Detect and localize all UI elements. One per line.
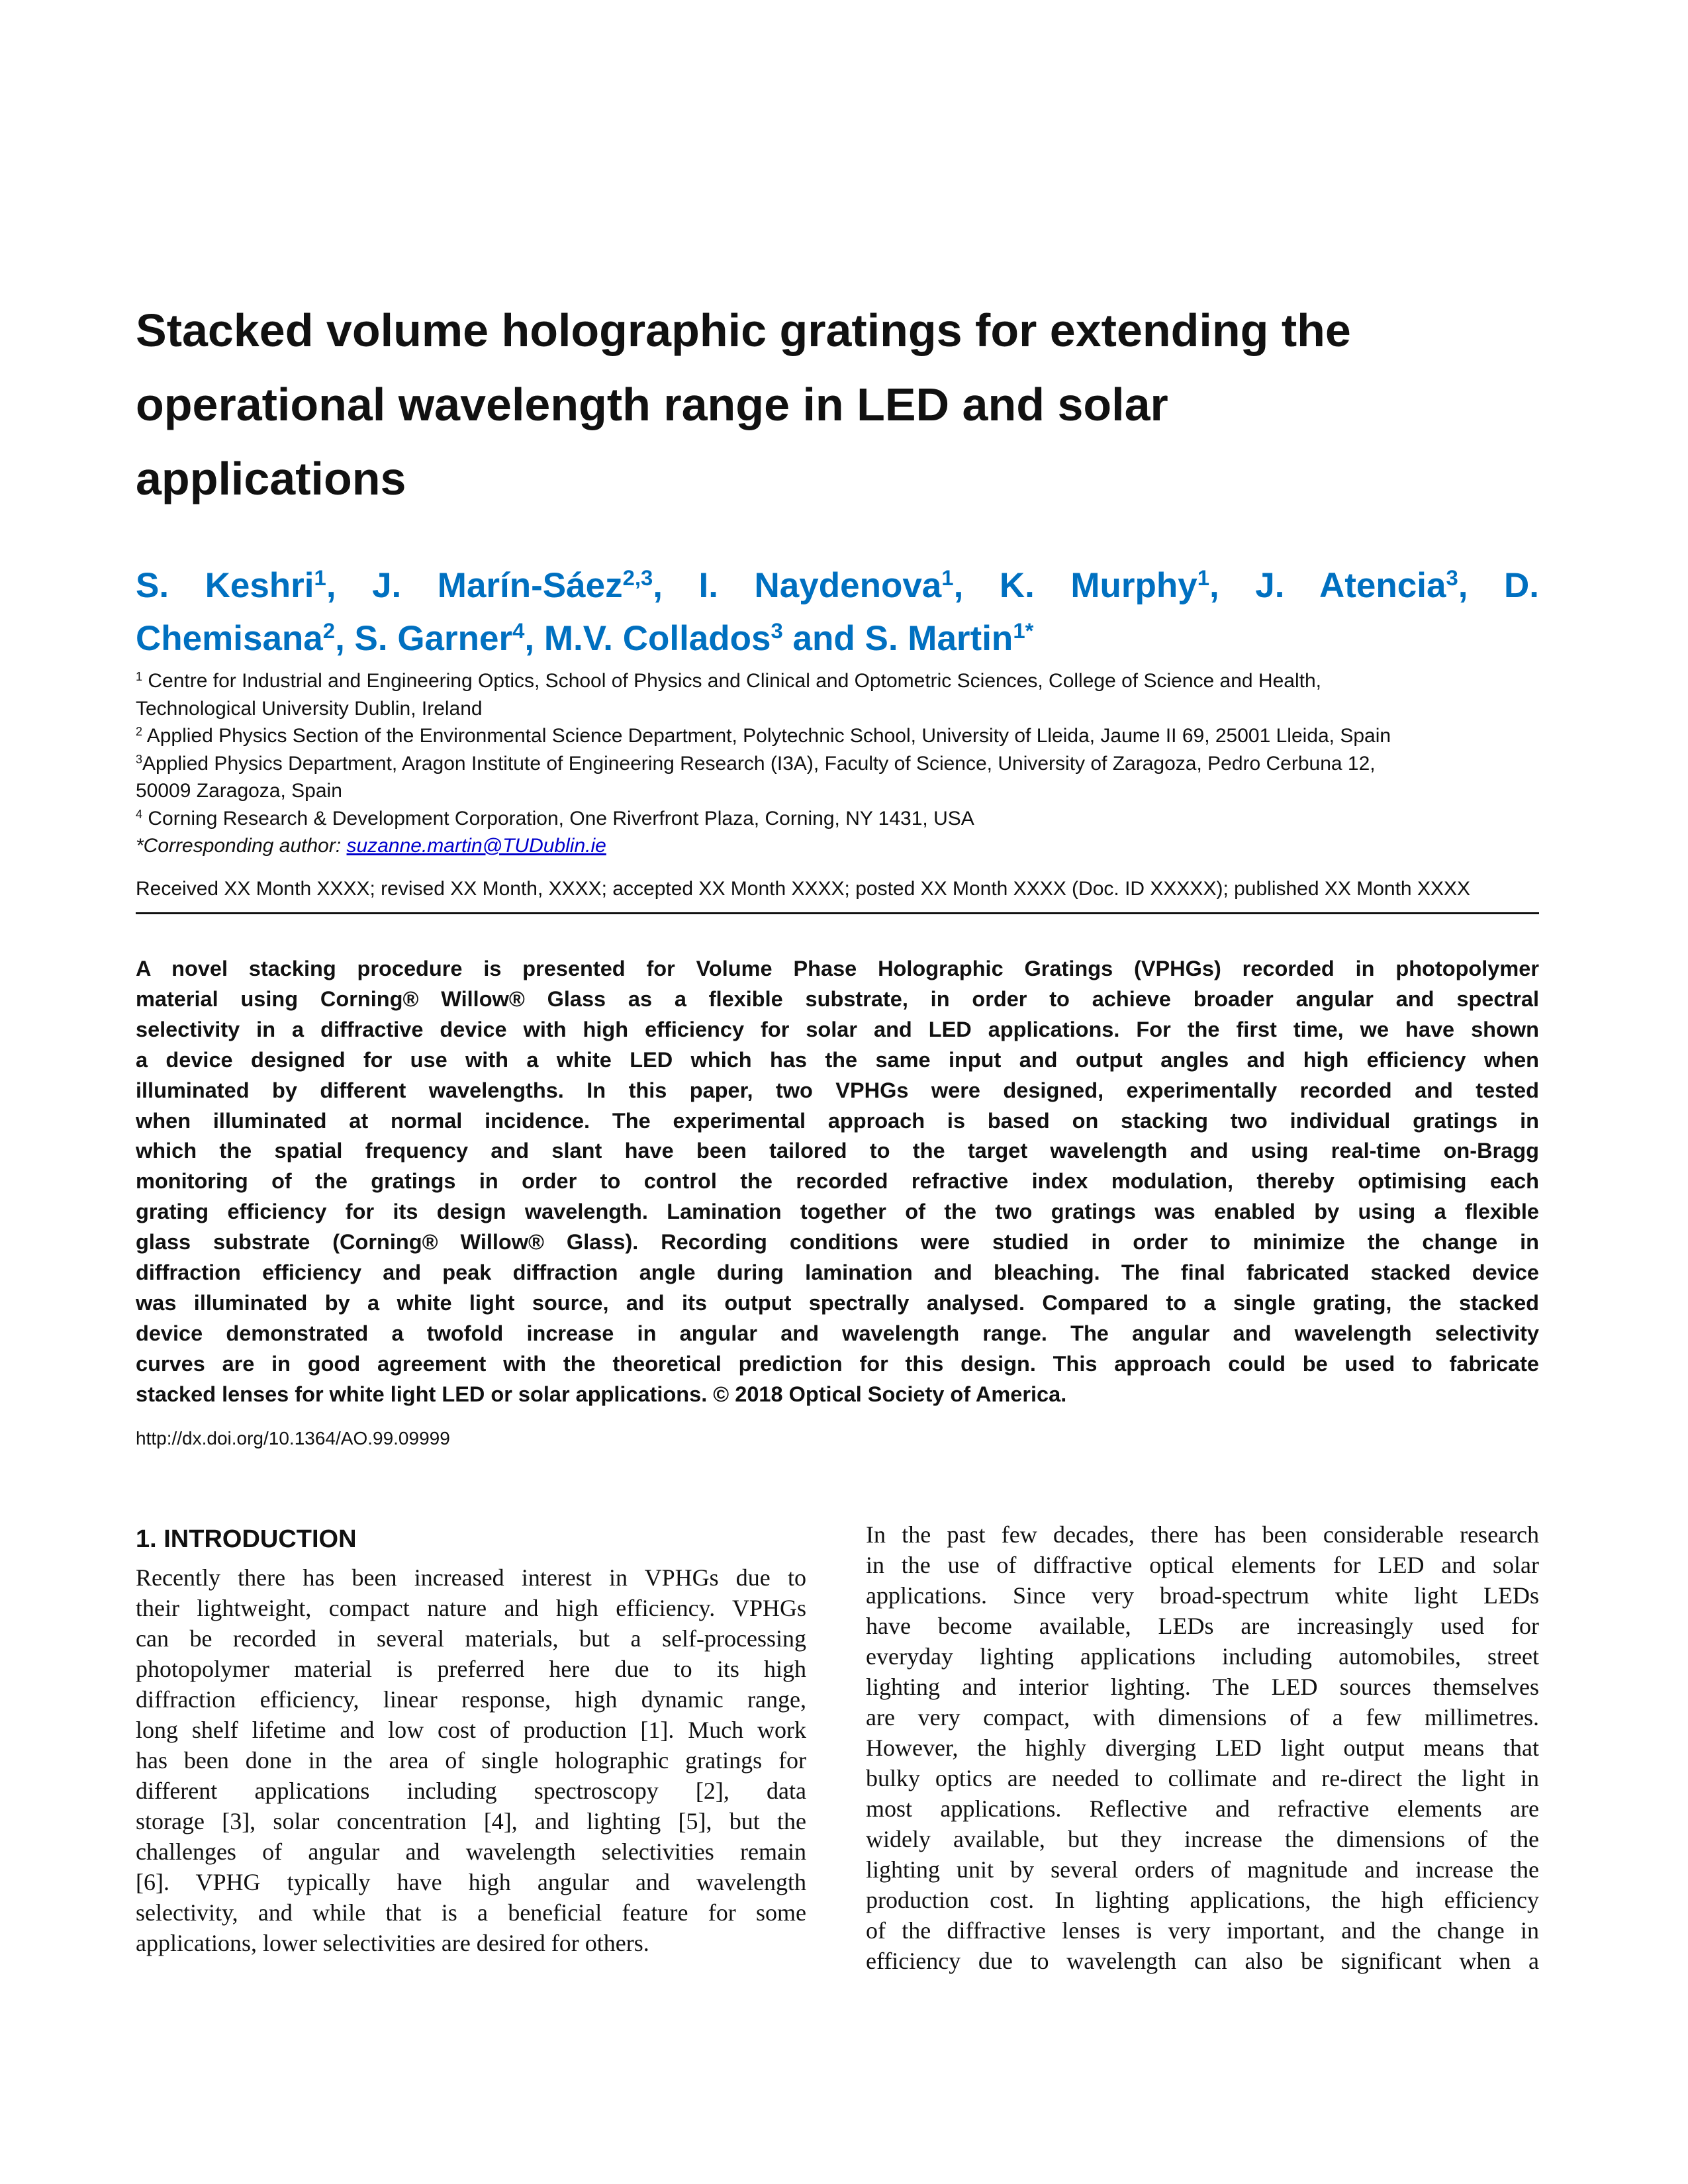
author-name: S. Keshri bbox=[136, 566, 314, 605]
body-text-line: diffraction efficiency, linear response, high dynamic range, bbox=[136, 1686, 806, 1713]
body-text-line: everyday lighting applications including automobiles, street bbox=[866, 1643, 1539, 1670]
author bbox=[136, 566, 326, 605]
body-text-line: selectivity, and while that is a beneficial feature for some bbox=[136, 1899, 806, 1926]
title-line: Stacked volume holographic gratings for extending the bbox=[136, 305, 1351, 356]
body-text-line: challenges of angular and wavelength selectivities remain bbox=[136, 1838, 806, 1865]
author-name: J. Atencia bbox=[1255, 566, 1446, 605]
body-text-line: widely available, but they increase the dimensions of the bbox=[866, 1826, 1539, 1852]
author bbox=[372, 566, 653, 605]
body-text-line: different applications including spectroscopy [2], data bbox=[136, 1778, 806, 1804]
abstract-line: grating efficiency for its design wavelength. Lamination together of the two gratings was enabled by using a flexible bbox=[136, 1200, 1539, 1224]
author-affiliation-mark: 1 bbox=[941, 565, 954, 590]
separator: , bbox=[953, 566, 964, 605]
affiliation-text: Applied Physics Section of the Environmental Science Department, Polytechnic School, University of Lleida, Jaume II 69, 25001 Lleida, Spain bbox=[146, 725, 1391, 747]
body-text-line: Recently there has been increased interest in VPHGs due to bbox=[136, 1564, 806, 1591]
body-text-line: long shelf lifetime and low cost of production [1]. Much work bbox=[136, 1717, 806, 1743]
abstract-line: curves are in good agreement with the theoretical prediction for this design. This approach could be used to fabricate bbox=[136, 1351, 1539, 1376]
corresponding-author bbox=[136, 832, 1552, 860]
author-affiliation-mark: 4 bbox=[512, 618, 525, 643]
author-line-2 bbox=[136, 612, 1539, 665]
author-name-part: Chemisana bbox=[136, 619, 323, 658]
abstract-line: illuminated by different wavelengths. In this paper, two VPHGs were designed, experimentally recorded and tested bbox=[136, 1078, 1539, 1102]
author-affiliation-mark: 1* bbox=[1013, 618, 1034, 643]
separator: , bbox=[326, 566, 336, 605]
body-text-line: efficiency due to wavelength can also be significant when a bbox=[866, 1948, 1539, 1974]
affiliation-line bbox=[136, 750, 1552, 778]
author-name: J. Marín-Sáez bbox=[372, 566, 623, 605]
affiliation-number: 2 bbox=[136, 725, 143, 739]
body-text-line: their lightweight, compact nature and high efficiency. VPHGs bbox=[136, 1595, 806, 1621]
author-affiliation-mark: 2,3 bbox=[622, 565, 653, 590]
body-text-line: photopolymer material is preferred here due to its high bbox=[136, 1656, 806, 1682]
body-text-line: applications. Since very broad-spectrum white light LEDs bbox=[866, 1582, 1539, 1609]
body-text-line: have become available, LEDs are increasingly used for bbox=[866, 1613, 1539, 1639]
intro-right-column bbox=[866, 1519, 1539, 1976]
abstract-line: selectivity in a diffractive device with high efficiency for solar and LED applications. For the first time, we have shown bbox=[136, 1017, 1539, 1041]
separator: , bbox=[1458, 566, 1468, 605]
author bbox=[1000, 566, 1209, 605]
header-divider bbox=[136, 912, 1539, 914]
received-dates: Received XX Month XXXX; revised XX Month, XXXX; accepted XX Month XXXX; posted XX Month XXXX (Doc. ID XXXXX); published XX Month XXXX bbox=[136, 878, 1470, 900]
author-list bbox=[136, 559, 1539, 665]
body-text-line: production cost. In lighting applications, the high efficiency bbox=[866, 1887, 1539, 1913]
affiliation-line bbox=[136, 777, 1552, 805]
author bbox=[136, 619, 335, 658]
separator: , bbox=[1209, 566, 1219, 605]
abstract-line: which the spatial frequency and slant have been tailored to the target wavelength and using real-time on-Bragg bbox=[136, 1139, 1539, 1163]
affiliation-text: Applied Physics Department, Aragon Institute of Engineering Research (I3A), Faculty of Science, University of Zaragoza, Pedro Cerbuna 12, bbox=[142, 752, 1376, 775]
author-affiliation-mark: 1 bbox=[314, 565, 326, 590]
affiliation-text: Technological University Dublin, Ireland bbox=[136, 697, 483, 720]
abstract bbox=[136, 954, 1539, 1410]
body-text-line: in the use of diffractive optical elements for LED and solar bbox=[866, 1552, 1539, 1578]
author bbox=[355, 619, 525, 658]
body-text-line: are very compact, with dimensions of a few millimetres. bbox=[866, 1704, 1539, 1731]
author-affiliation-mark: 3 bbox=[1446, 565, 1458, 590]
body-text-line: most applications. Reflective and refractive elements are bbox=[866, 1795, 1539, 1822]
abstract-line: when illuminated at normal incidence. The experimental approach is based on stacking two individual gratings in bbox=[136, 1108, 1539, 1133]
abstract-line: A novel stacking procedure is presented for Volume Phase Holographic Gratings (VPHGs) recorded in photopolymer bbox=[136, 957, 1539, 980]
affiliation-line bbox=[136, 667, 1552, 695]
affiliation-text: Corning Research & Development Corporation, One Riverfront Plaza, Corning, NY 1431, USA bbox=[148, 807, 974, 830]
author bbox=[1255, 566, 1458, 605]
affiliation-text: Centre for Industrial and Engineering Optics, School of Physics and Clinical and Optometric Sciences, College of Science and Health, bbox=[148, 670, 1321, 692]
affiliation-number: 4 bbox=[136, 807, 143, 821]
body-text-line: has been done in the area of single holographic gratings for bbox=[136, 1747, 806, 1774]
author bbox=[699, 566, 954, 605]
corresponding-label: *Corresponding author: bbox=[136, 835, 347, 857]
separator: , bbox=[653, 566, 663, 605]
affiliation-line bbox=[136, 695, 1552, 723]
body-text-line: can be recorded in several materials, but a self-processing bbox=[136, 1625, 806, 1652]
separator: , bbox=[524, 619, 535, 658]
body-text-line: [6]. VPHG typically have high angular and wavelength bbox=[136, 1869, 806, 1895]
body-text-line: of the diffractive lenses is very important, and the change in bbox=[866, 1917, 1539, 1944]
affiliation-line bbox=[136, 722, 1552, 750]
abstract-line: glass substrate (Corning® Willow® Glass). Recording conditions were studied in order to minimize the change in bbox=[136, 1230, 1539, 1255]
author-line-1 bbox=[136, 559, 1539, 612]
abstract-line: a device designed for use with a white LED which has the same input and output angles and high efficiency when bbox=[136, 1047, 1539, 1072]
author-affiliation-mark: 2 bbox=[322, 618, 336, 643]
author-name: K. Murphy bbox=[999, 566, 1197, 605]
body-text-line: applications, lower selectivities are desired for others. bbox=[136, 1930, 649, 1956]
doi-link[interactable]: http://dx.doi.org/10.1364/AO.99.09999 bbox=[136, 1428, 450, 1448]
affiliation-text: 50009 Zaragoza, Spain bbox=[136, 780, 342, 802]
paper-title bbox=[136, 293, 1546, 516]
affiliation-number: 1 bbox=[136, 670, 143, 684]
abstract-line: monitoring of the gratings in order to control the recorded refractive index modulation, thereby optimising each bbox=[136, 1169, 1539, 1194]
separator: , bbox=[335, 619, 345, 658]
section-heading-introduction: 1. INTRODUCTION bbox=[136, 1525, 357, 1553]
affiliation-line bbox=[136, 805, 1552, 833]
author bbox=[544, 619, 783, 658]
body-text-line: However, the highly diverging LED light output means that bbox=[866, 1734, 1539, 1761]
abstract-line: device demonstrated a twofold increase in angular and wavelength range. The angular and wavelength selectivity bbox=[136, 1321, 1539, 1345]
corresponding-email-link[interactable]: suzanne.martin@TUDublin.ie bbox=[346, 835, 606, 857]
body-text-line: bulky optics are needed to collimate and re-direct the light in bbox=[866, 1765, 1539, 1791]
title-line: operational wavelength range in LED and solar bbox=[136, 379, 1168, 430]
abstract-line: diffraction efficiency and peak diffraction angle during lamination and bleaching. The final fabricated stacked device bbox=[136, 1260, 1539, 1285]
affiliations bbox=[136, 667, 1552, 860]
author-name-part: D. bbox=[1503, 566, 1539, 605]
author bbox=[865, 619, 1034, 658]
body-text-line: lighting unit by several orders of magnitude and increase the bbox=[866, 1856, 1539, 1883]
author-name: S. Garner bbox=[354, 619, 513, 658]
separator: and bbox=[792, 619, 855, 658]
body-text-line: storage [3], solar concentration [4], and lighting [5], but the bbox=[136, 1808, 806, 1834]
title-line: applications bbox=[136, 453, 406, 504]
author-name: I. Naydenova bbox=[698, 566, 942, 605]
body-text-line: lighting and interior lighting. The LED sources themselves bbox=[866, 1674, 1539, 1700]
author-name: S. Martin bbox=[865, 619, 1013, 658]
intro-left-column bbox=[136, 1562, 806, 1958]
affiliation-number: 3 bbox=[136, 752, 143, 766]
abstract-line: material using Corning® Willow® Glass as a flexible substrate, in order to achieve broader angular and spectral bbox=[136, 986, 1539, 1011]
abstract-line: was illuminated by a white light source, and its output spectrally analysed. Compared to a single grating, the stacked bbox=[136, 1290, 1539, 1315]
abstract-line: stacked lenses for white light LED or solar applications. © 2018 Optical Society of America. bbox=[136, 1382, 1067, 1406]
author-name: M.V. Collados bbox=[543, 619, 771, 658]
author-affiliation-mark: 1 bbox=[1197, 565, 1209, 590]
author-affiliation-mark: 3 bbox=[771, 618, 783, 643]
body-text-line: In the past few decades, there has been considerable research bbox=[866, 1521, 1539, 1548]
